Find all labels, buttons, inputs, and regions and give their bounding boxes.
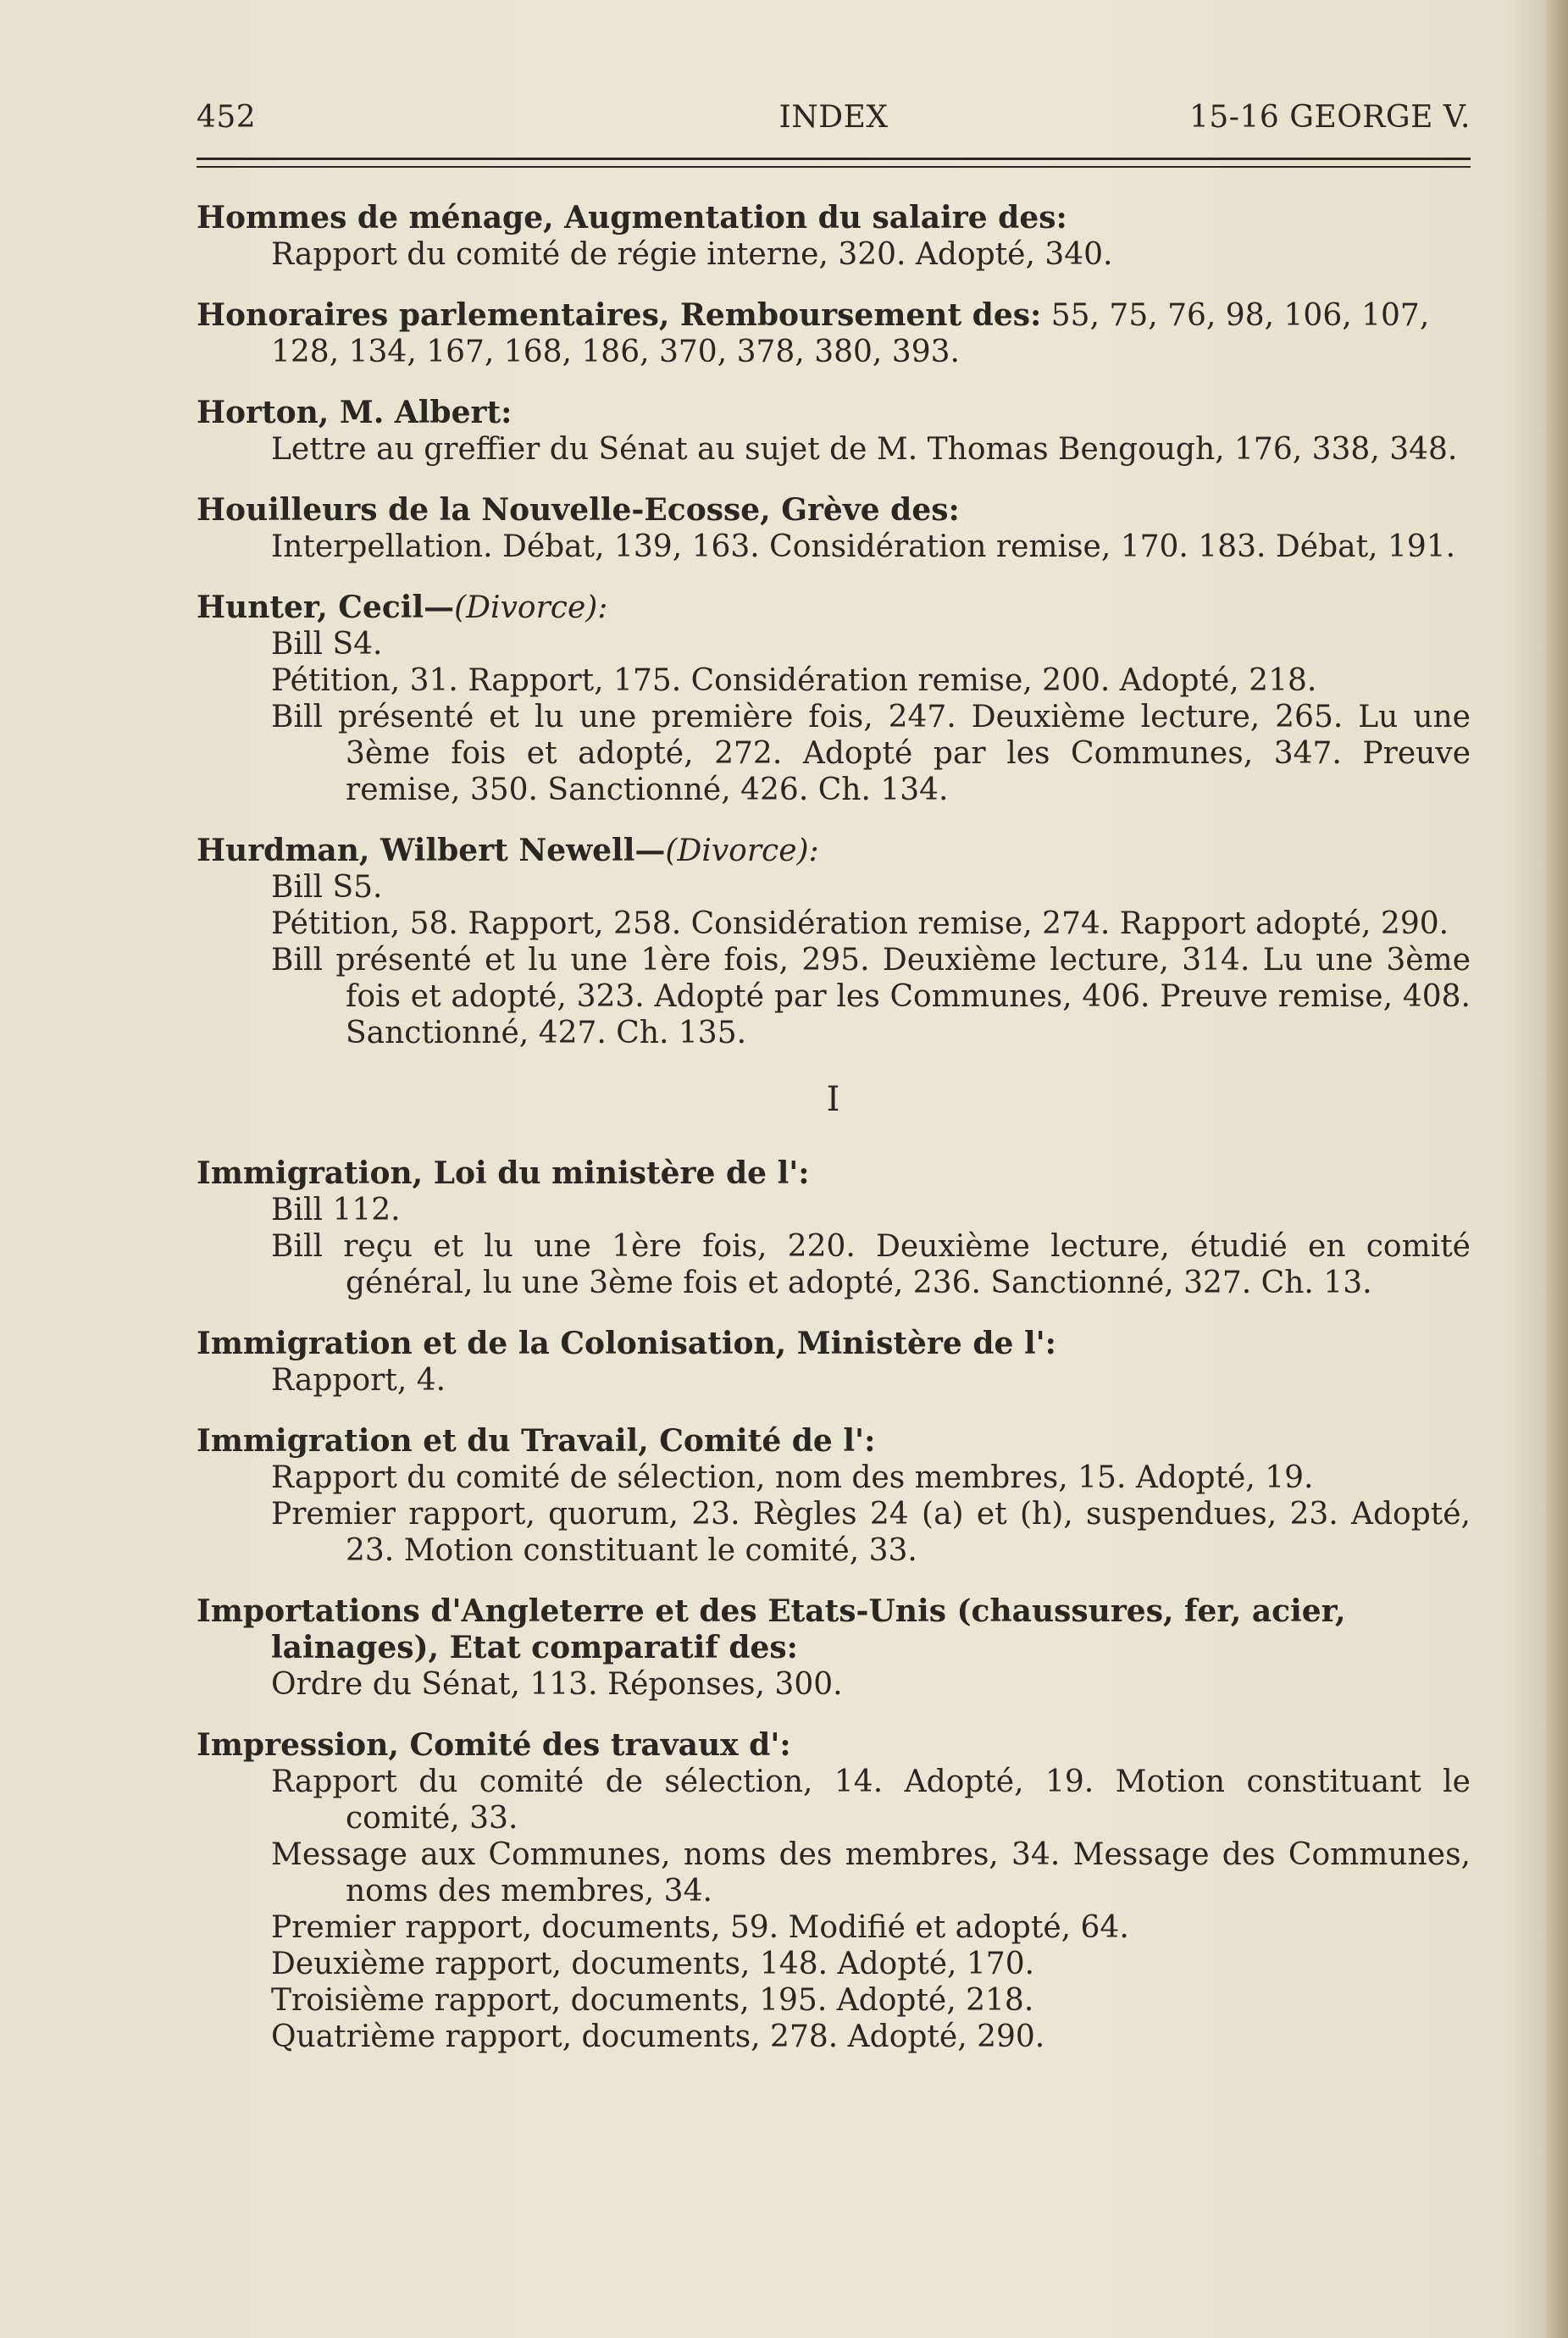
entry-heading	[197, 1326, 1471, 1362]
entry-page-refs: 55, 75, 76, 98, 106, 107, 128, 134, 167, 168, 186, 370, 378, 380, 393.	[271, 298, 1430, 369]
index-entry	[197, 200, 1471, 273]
entry-heading-qualifier: (Divorce):	[665, 834, 819, 868]
entry-subline: Interpellation. Débat, 139, 163. Considération remise, 170. 183. Débat, 191.	[271, 529, 1456, 564]
entry-heading-qualifier: (Divorce):	[454, 590, 608, 625]
entry-heading	[197, 492, 1471, 529]
entry-subline: Pétition, 58. Rapport, 258. Considération remise, 274. Rapport adopté, 290.	[271, 906, 1449, 941]
entry-subline: Ordre du Sénat, 113. Réponses, 300.	[271, 1667, 843, 1702]
entry-subline: Rapport, 4.	[271, 1363, 446, 1398]
entry-subline: Rapport du comité de régie interne, 320. Adopté, 340.	[271, 237, 1113, 272]
entry-heading	[197, 590, 1471, 626]
entry-heading	[197, 833, 1471, 869]
entry-heading-text: Importations d'Angleterre et des Etats-Unis (chaussures, fer, acier, lainages), Etat comparatif des:	[197, 1593, 1346, 1665]
entry-heading	[197, 1423, 1471, 1460]
header-rule-thick	[197, 158, 1471, 160]
entry-subline: Bill S5.	[271, 870, 383, 905]
index-entry	[197, 1593, 1471, 1703]
index-entry	[197, 395, 1471, 468]
entry-subline: Bill 112.	[271, 1193, 401, 1227]
index-entry	[197, 1423, 1471, 1569]
index-content	[197, 200, 1471, 2080]
entry-heading-text: Impression, Comité des travaux d':	[197, 1727, 791, 1763]
entry-heading-text: Immigration, Loi du ministère de l':	[197, 1155, 810, 1191]
entry-heading-text: Hunter, Cecil—	[197, 590, 455, 625]
entry-subline: Deuxième rapport, documents, 148. Adopté, 170.	[271, 1947, 1035, 1981]
entry-subline: Bill présenté et lu une première fois, 247. Deuxième lecture, 265. Lu une 3ème fois et adopté, 272. Adopté par les Communes, 347. Preuve remise, 350. Sanctionné, 426. Ch. 134.	[271, 700, 1471, 807]
entry-heading	[197, 297, 1471, 370]
entry-heading	[197, 1593, 1471, 1666]
entry-heading-text: Hurdman, Wilbert Newell—	[197, 833, 666, 868]
entry-subline: Rapport du comité de sélection, nom des membres, 15. Adopté, 19.	[271, 1460, 1314, 1495]
index-entry	[197, 590, 1471, 808]
entry-heading-text: Horton, M. Albert:	[197, 395, 513, 430]
entry-subline: Bill présenté et lu une 1ère fois, 295. Deuxième lecture, 314. Lu une 3ème fois et adopté, 323. Adopté par les Communes, 406. Preuve remise, 408. Sanctionné, 427. Ch. 135.	[271, 943, 1471, 1050]
index-entry	[197, 297, 1471, 370]
page-number: 452	[197, 100, 257, 135]
entry-subline: Lettre au greffier du Sénat au sujet de M. Thomas Bengough, 176, 338, 348.	[271, 432, 1458, 467]
entry-heading-text: Immigration et de la Colonisation, Ministère de l':	[197, 1326, 1056, 1361]
entry-subline: Message aux Communes, noms des membres, 34. Message des Communes, noms des membres, 34.	[271, 1837, 1471, 1909]
entry-subline: Rapport du comité de sélection, 14. Adopté, 19. Motion constituant le comité, 33.	[271, 1765, 1471, 1836]
entry-subline: Premier rapport, quorum, 23. Règles 24 (a) et (h), suspendues, 23. Adopté, 23. Motion constituant le comité, 33.	[271, 1497, 1471, 1568]
index-entry	[197, 492, 1471, 565]
header-session: 15-16 GEORGE V.	[1188, 100, 1471, 135]
entry-heading	[197, 395, 1471, 431]
index-entry	[197, 1155, 1471, 1301]
book-gutter	[1546, 0, 1568, 2338]
entry-subline: Bill reçu et lu une 1ère fois, 220. Deuxième lecture, étudié en comité général, lu une 3ème fois et adopté, 236. Sanctionné, 327. Ch. 13.	[271, 1229, 1471, 1300]
entry-heading-text: Hommes de ménage, Augmentation du salaire des:	[197, 200, 1067, 235]
entry-subline: Troisième rapport, documents, 195. Adopté, 218.	[271, 1983, 1034, 2018]
entry-heading	[197, 1155, 1471, 1192]
section-letter: I	[826, 1080, 841, 1119]
index-entry	[197, 833, 1471, 1051]
index-entry	[197, 1326, 1471, 1399]
entry-heading-text: Immigration et du Travail, Comité de l':	[197, 1423, 876, 1459]
header-rule-thin	[197, 166, 1471, 168]
header-title: INDEX	[778, 100, 889, 135]
running-header	[197, 100, 1471, 142]
entry-subline: Bill S4.	[271, 627, 383, 662]
entry-heading-text: Honoraires parlementaires, Remboursement des:	[197, 297, 1042, 333]
entry-heading	[197, 1727, 1471, 1764]
index-entry	[197, 1727, 1471, 2055]
entries-letter-i	[197, 1155, 1471, 2055]
entry-subline: Pétition, 31. Rapport, 175. Considération remise, 200. Adopté, 218.	[271, 663, 1317, 698]
entries-letter-h	[197, 200, 1471, 1051]
entry-subline: Premier rapport, documents, 59. Modifié et adopté, 64.	[271, 1910, 1129, 1945]
entry-subline: Quatrième rapport, documents, 278. Adopté, 290.	[271, 2019, 1045, 2054]
entry-heading	[197, 200, 1471, 236]
entry-heading-text: Houilleurs de la Nouvelle-Ecosse, Grève des:	[197, 492, 960, 528]
